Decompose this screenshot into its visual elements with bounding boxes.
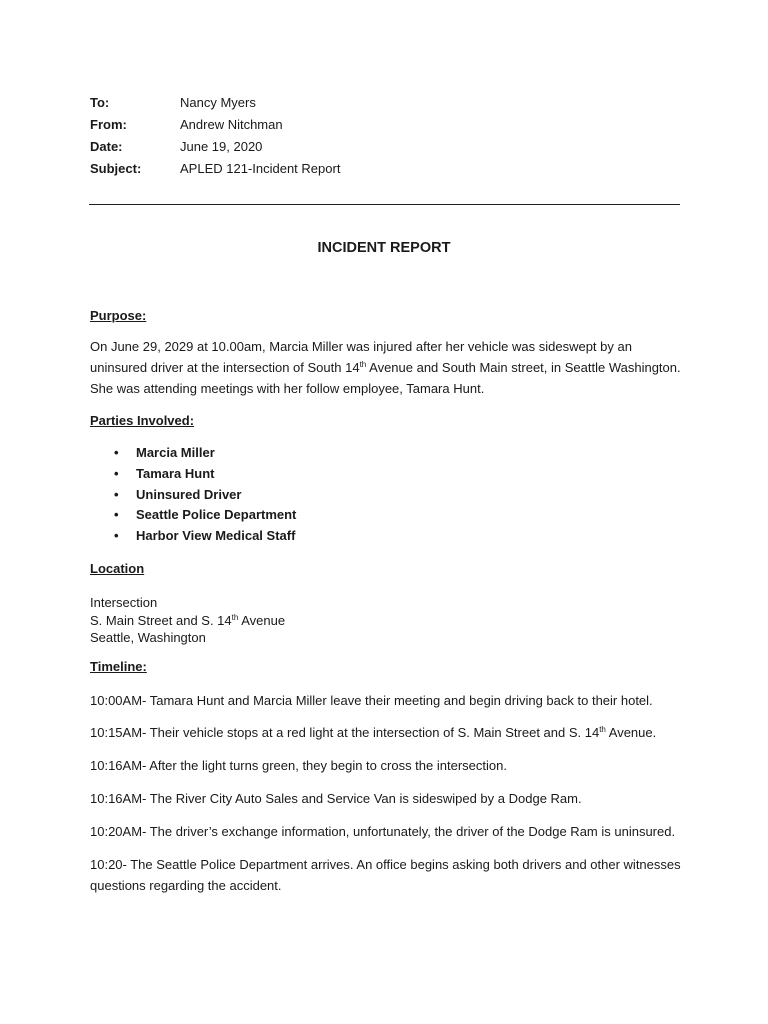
timeline-item-2-b: Avenue.	[605, 725, 657, 740]
memo-from-label: From:	[90, 117, 127, 132]
bullet-icon: •	[114, 465, 119, 481]
location-line-1: Intersection	[90, 595, 158, 610]
purpose-text-2: Avenue and South Main street, in Seattle Washington. She was attending meetings with her follow employee, Tamara Hunt.	[90, 360, 681, 396]
party-label: Seattle Police Department	[136, 507, 297, 523]
purpose-text-1: On June 29, 2029 at 10.00am, Marcia Miller was injured after her vehicle was sideswept by an uninsured driver at the intersection of South 14	[90, 339, 632, 375]
location-address	[90, 594, 690, 647]
memo-date-label: Date:	[90, 139, 123, 154]
bullet-icon: •	[114, 486, 119, 502]
header-divider	[89, 204, 680, 205]
location-superscript: th	[231, 612, 239, 622]
party-label: Harbor View Medical Staff	[136, 528, 296, 544]
timeline-heading-block	[90, 657, 690, 677]
purpose-heading: Purpose:	[90, 308, 147, 323]
memo-from-value: Andrew Nitchman	[180, 117, 283, 132]
memo-subject-row	[90, 159, 340, 181]
timeline-item-6: 10:20- The Seattle Police Department arrives. An office begins asking both drivers and other witnesses questions regarding the accident.	[90, 857, 681, 893]
timeline-item-2-a: 10:15AM- Their vehicle stops at a red light at the intersection of S. Main Street and S. 14	[90, 725, 600, 740]
purpose-superscript: th	[359, 360, 367, 369]
timeline-item-2	[90, 722, 690, 743]
list-item	[90, 443, 690, 464]
memo-header	[90, 93, 340, 181]
page-title: INCIDENT REPORT	[317, 240, 451, 256]
location-line-2-a: S. Main Street and S. 14	[90, 612, 232, 628]
timeline-item-4: 10:16AM- The River City Auto Sales and Service Van is sideswiped by a Dodge Ram.	[90, 791, 582, 806]
party-label: Marcia Miller	[136, 445, 215, 460]
parties-list	[90, 443, 690, 547]
timeline-superscript: th	[599, 725, 606, 734]
parties-section	[90, 411, 690, 547]
location-heading: Location	[90, 561, 145, 576]
bullet-icon: •	[114, 445, 119, 460]
list-item	[90, 505, 690, 526]
memo-subject-value: APLED 121-Incident Report	[180, 161, 341, 176]
memo-date-row	[90, 137, 340, 159]
timeline-heading: Timeline:	[90, 659, 147, 674]
location-section	[90, 559, 690, 647]
bullet-icon: •	[114, 528, 119, 544]
memo-date-value: June 19, 2020	[180, 139, 263, 154]
timeline-item-5: 10:20AM- The driver’s exchange information, unfortunately, the driver of the Dodge Ram is uninsured.	[90, 824, 676, 839]
memo-to-value: Nancy Myers	[180, 95, 256, 110]
party-label: Uninsured Driver	[136, 486, 242, 502]
location-line-2-b: Avenue	[238, 612, 286, 628]
memo-from-row	[90, 115, 340, 137]
list-item	[90, 464, 690, 485]
location-line-2	[90, 612, 690, 630]
purpose-paragraph	[90, 336, 690, 399]
location-line-3: Seattle, Washington	[90, 630, 206, 645]
bullet-icon: •	[114, 507, 119, 523]
party-label: Tamara Hunt	[136, 465, 215, 481]
memo-to-row	[90, 93, 340, 115]
timeline-item-1: 10:00AM- Tamara Hunt and Marcia Miller leave their meeting and begin driving back to their hotel.	[90, 693, 653, 708]
parties-heading: Parties Involved:	[90, 413, 195, 428]
list-item	[90, 526, 690, 547]
timeline-item-3: 10:16AM- After the light turns green, they begin to cross the intersection.	[90, 758, 507, 773]
memo-subject-label: Subject:	[90, 161, 142, 176]
purpose-section	[90, 306, 690, 399]
memo-to-label: To:	[90, 95, 110, 110]
list-item	[90, 485, 690, 506]
